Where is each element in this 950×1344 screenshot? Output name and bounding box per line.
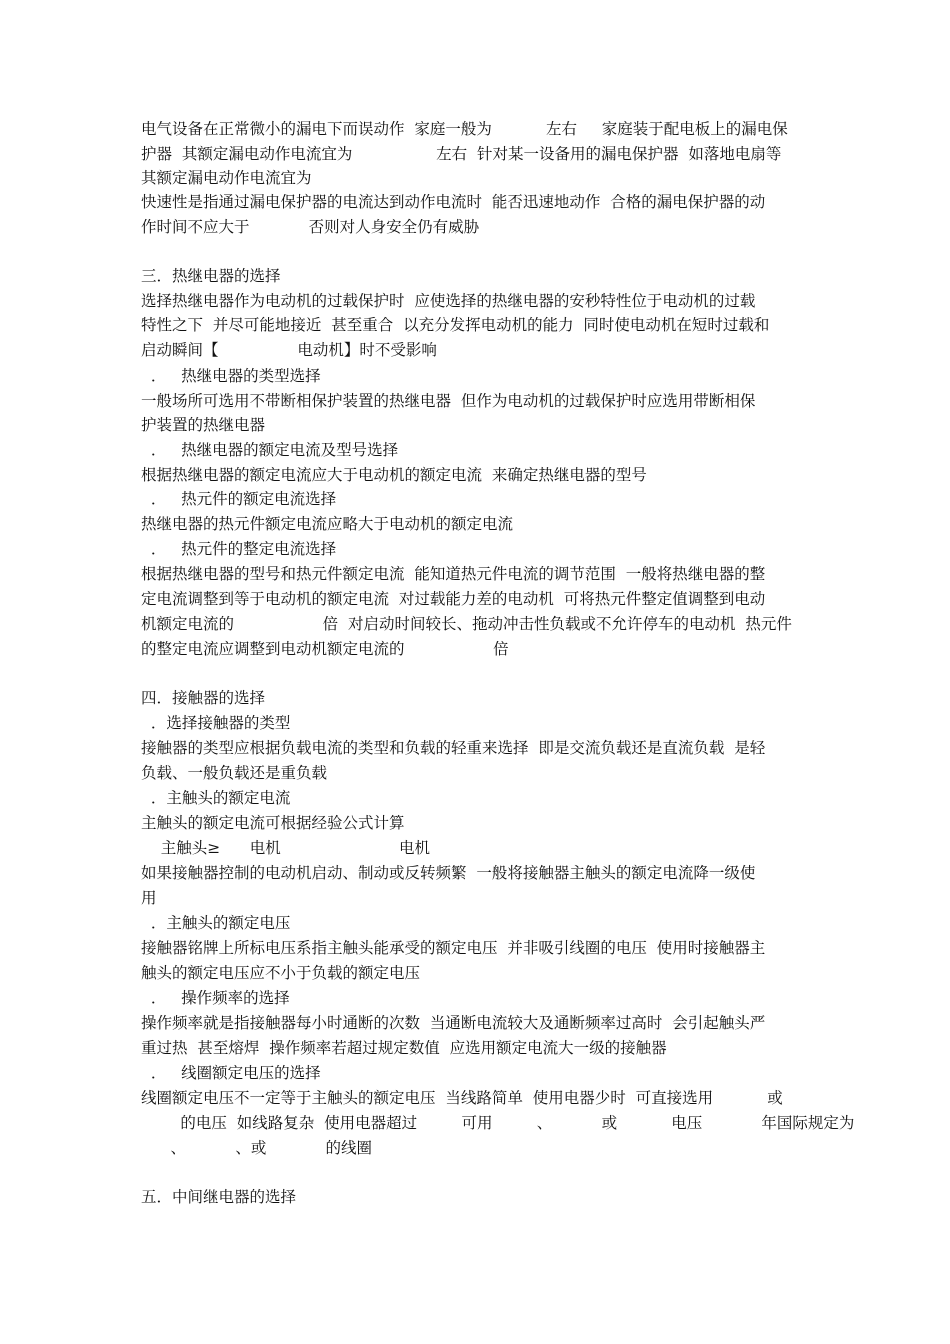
text-line: 用 (141, 889, 157, 907)
text-line: 选择热继电器作为电动机的过载保护时 应使选择的热继电器的安秒特性位于电动机的过载 (141, 292, 756, 310)
text-line: 如果接触器控制的电动机启动、制动或反转频繁 一般将接触器主触头的额定电流降一级使 (141, 864, 756, 882)
text-line: 护器 其额定漏电动作电流宜为 左右 针对某一设备用的漏电保护器 如落地电扇等 (141, 145, 782, 163)
text-line: 启动瞬间【 电动机】时不受影响 (141, 341, 437, 359)
text-line: 四．接触器的选择 (141, 689, 266, 707)
text-line: 操作频率就是指接触器每小时通断的次数 当通断电流较大及通断频率过高时 会引起触头严 (141, 1014, 766, 1032)
text-line: ．主触头的额定电压 (141, 914, 291, 932)
text-line: ． 线圈额定电压的选择 (141, 1064, 321, 1082)
text-line: ． 热元件的整定电流选择 (141, 540, 337, 558)
text-line: ． 热继电器的类型选择 (141, 367, 321, 385)
text-line: 三．热继电器的选择 (141, 267, 281, 285)
text-line: ． 热继电器的额定电流及型号选择 (141, 441, 399, 459)
text-line: 根据热继电器的额定电流应大于电动机的额定电流 来确定热继电器的型号 (141, 466, 647, 484)
text-line: 线圈额定电压不一定等于主触头的额定电压 当线路简单 使用电器少时 可直接选用 或 (141, 1089, 783, 1107)
text-line: 根据热继电器的型号和热元件额定电流 能知道热元件电流的调节范围 一般将热继电器的整 (141, 565, 766, 583)
text-line: ． 热元件的额定电流选择 (141, 490, 337, 508)
text-line: 负载、一般负载还是重负载 (141, 764, 328, 782)
text-line: 热继电器的热元件额定电流应略大于电动机的额定电流 (141, 515, 514, 533)
text-line: 重过热 甚至熔焊 操作频率若超过规定数值 应选用额定电流大一级的接触器 (141, 1039, 667, 1057)
text-line: 快速性是指通过漏电保护器的电流达到动作电流时 能否迅速地动作 合格的漏电保护器的动 (141, 193, 766, 211)
text-line: 主触头≥ 电机 电机 (141, 839, 431, 857)
text-line: 一般场所可选用不带断相保护装置的热继电器 但作为电动机的过载保护时应选用带断相保 (141, 392, 756, 410)
text-line: 触头的额定电压应不小于负载的额定电压 (141, 964, 421, 982)
text-line: 接触器铭牌上所标电压系指主触头能承受的额定电压 并非吸引线圈的电压 使用时接触器主 (141, 939, 766, 957)
text-line: 定电流调整到等于电动机的额定电流 对过载能力差的电动机 可将热元件整定值调整到电动 (141, 590, 766, 608)
text-line: 接触器的类型应根据负载电流的类型和负载的轻重来选择 即是交流负载还是直流负载 是轻 (141, 739, 766, 757)
text-line: 机额定电流的 倍 对启动时间较长、拖动冲击性负载或不允许停车的电动机 热元件 (141, 615, 792, 633)
text-line: 特性之下 并尽可能地接近 甚至重合 以充分发挥电动机的能力 同时使电动机在短时过载和 (141, 316, 770, 334)
text-line: ．选择接触器的类型 (141, 714, 291, 732)
text-line: 的电压 如线路复杂 使用电器超过 可用 、 或 电压 年国际规定为 (141, 1114, 855, 1132)
text-line: 五．中间继电器的选择 (141, 1188, 297, 1206)
text-line: 作时间不应大于 否则对人身安全仍有威胁 (141, 218, 480, 236)
text-line: ． 操作频率的选择 (141, 989, 290, 1007)
text-line: 的整定电流应调整到电动机额定电流的 倍 (141, 640, 509, 658)
text-line: 、 、或 的线圈 (141, 1139, 372, 1157)
text-line: 其额定漏电动作电流宜为 (141, 169, 312, 187)
text-line: 电气设备在正常微小的漏电下而误动作 家庭一般为 左右 家庭装于配电板上的漏电保 (141, 120, 788, 138)
text-line: 主触头的额定电流可根据经验公式计算 (141, 814, 405, 832)
text-line: ．主触头的额定电流 (141, 789, 291, 807)
text-line: 护装置的热继电器 (141, 416, 266, 434)
